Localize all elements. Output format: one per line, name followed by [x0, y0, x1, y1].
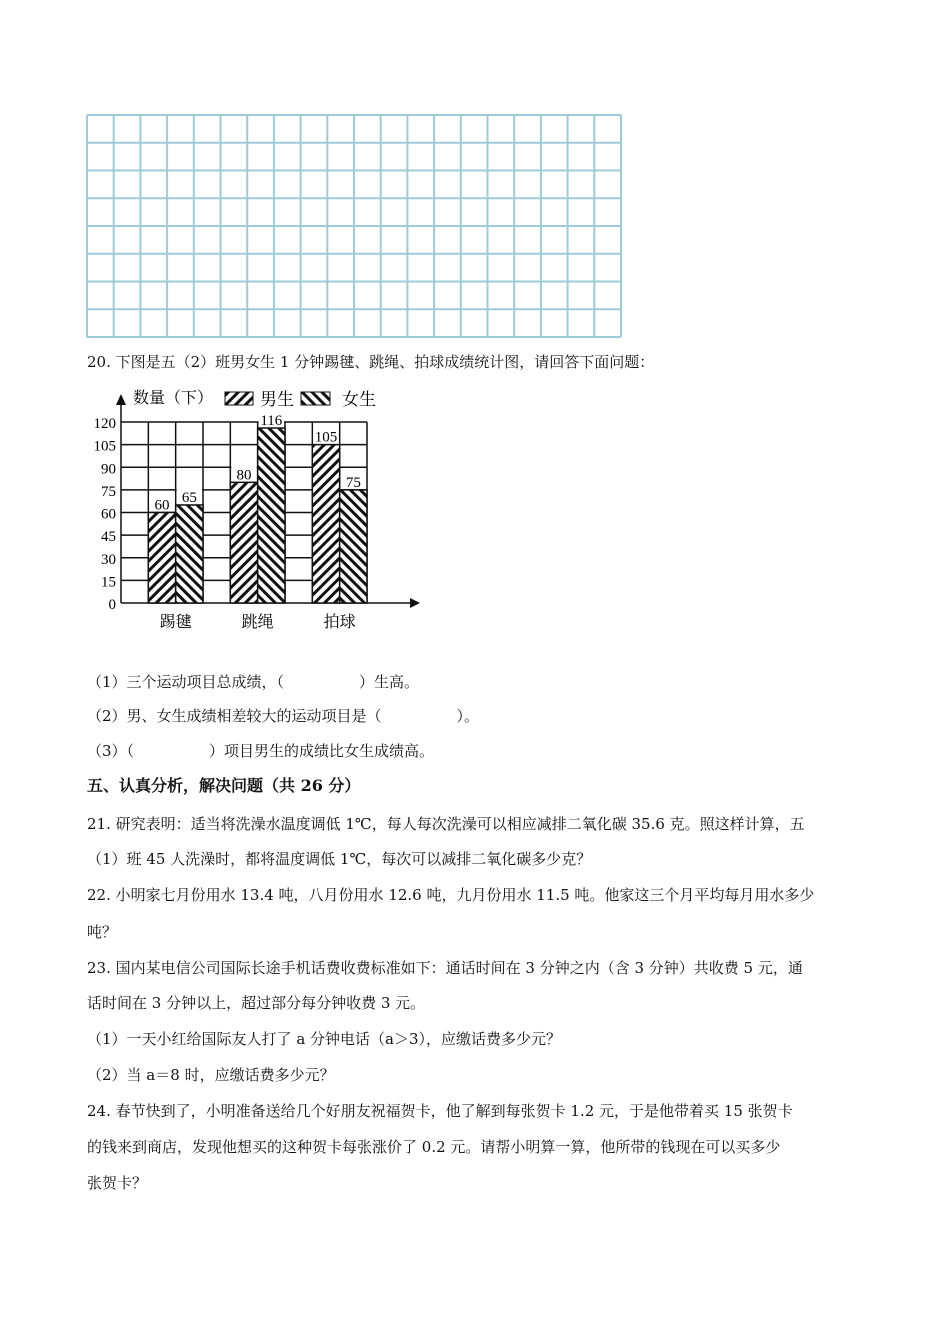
legend-label-girls: 女生 — [342, 390, 376, 410]
q24-line-2: 的钱来到商店，发现他想买的这种贺卡每张涨价了 0.2 元。请帮小明算一算，他所带的钱现在可以买多少 — [87, 1138, 781, 1156]
y-tick-label: 75 — [101, 483, 116, 500]
question-20: 20. 下图是五（2）班男女生 1 分钟踢毽、跳绳、拍球成绩统计图，请回答下面问题： — [87, 353, 655, 371]
y-tick-label: 15 — [101, 574, 116, 591]
q22-line-2: 吨？ — [87, 923, 118, 941]
q21-line-1: 21. 研究表明：适当将洗澡水温度调低 1℃，每人每次洗澡可以相应减排二氧化碳 35.6 克。照这样计算，五 — [87, 815, 805, 833]
legend-swatch-girls — [301, 392, 330, 405]
q22-line-1: 22. 小明家七月份用水 13.4 吨，八月份用水 12.6 吨，九月份用水 11.5 吨。他家这三个月平均每月用水多少 — [87, 886, 815, 904]
y-tick-label: 120 — [93, 416, 116, 432]
bar-boys — [230, 482, 257, 603]
y-tick-label: 60 — [101, 506, 116, 523]
y-tick-label: 30 — [101, 551, 116, 568]
q20-part-2: （2）男、女生成绩相差较大的运动项目是（ ）。 — [87, 707, 480, 725]
data-label: 75 — [345, 474, 361, 491]
answer-grid — [86, 114, 622, 338]
section-5-heading: 五、认真分析，解决问题（共 26 分） — [87, 776, 361, 795]
bar-boys — [312, 445, 339, 603]
x-category-label: 踢毽 — [159, 612, 192, 631]
y-axis-label: 数量（下） — [133, 388, 214, 407]
y-tick-label: 45 — [101, 529, 116, 546]
x-category-label: 拍球 — [323, 612, 356, 631]
y-tick-label: 0 — [108, 597, 116, 613]
bar-girls — [340, 490, 367, 603]
bar-boys — [148, 513, 175, 604]
bar-girls — [258, 428, 285, 603]
data-label: 65 — [181, 489, 197, 506]
data-label: 105 — [314, 429, 338, 446]
bar-girls — [176, 505, 203, 603]
q24-line-3: 张贺卡？ — [87, 1174, 148, 1192]
q23-line-1: 23. 国内某电信公司国际长途手机话费收费标准如下：通话时间在 3 分钟之内（含 3 分钟）共收费 5 元，通 — [87, 959, 803, 977]
bar-chart — [80, 380, 440, 640]
x-axis-arrow-icon — [410, 598, 420, 608]
q20-part-3: （3）（ ）项目男生的成绩比女生成绩高。 — [87, 742, 435, 760]
y-axis-arrow-icon — [116, 394, 126, 405]
q21-line-2: （1）班 45 人洗澡时，都将温度调低 1℃，每次可以减排二氧化碳多少克？ — [87, 850, 592, 868]
q20-part-1: （1）三个运动项目总成绩，（ ）生高。 — [87, 673, 420, 691]
q23-line-2: 话时间在 3 分钟以上，超过部分每分钟收费 3 元。 — [87, 994, 426, 1012]
q23-part-2: （2）当 a＝8 时，应缴话费多少元？ — [87, 1066, 335, 1084]
legend-label-boys: 男生 — [260, 390, 294, 410]
data-label: 60 — [154, 497, 170, 514]
y-tick-label: 90 — [101, 461, 116, 478]
x-category-label: 跳绳 — [241, 612, 274, 631]
y-tick-label: 105 — [93, 438, 116, 455]
data-label: 80 — [236, 467, 252, 484]
legend-swatch-boys — [225, 392, 253, 405]
q23-part-1: （1）一天小红给国际友人打了 a 分钟电话（a＞3），应缴话费多少元？ — [87, 1030, 562, 1048]
data-label: 116 — [260, 413, 283, 430]
q24-line-1: 24. 春节快到了，小明准备送给几个好朋友祝福贺卡，他了解到每张贺卡 1.2 元，于是他带着买 15 张贺卡 — [87, 1102, 793, 1120]
